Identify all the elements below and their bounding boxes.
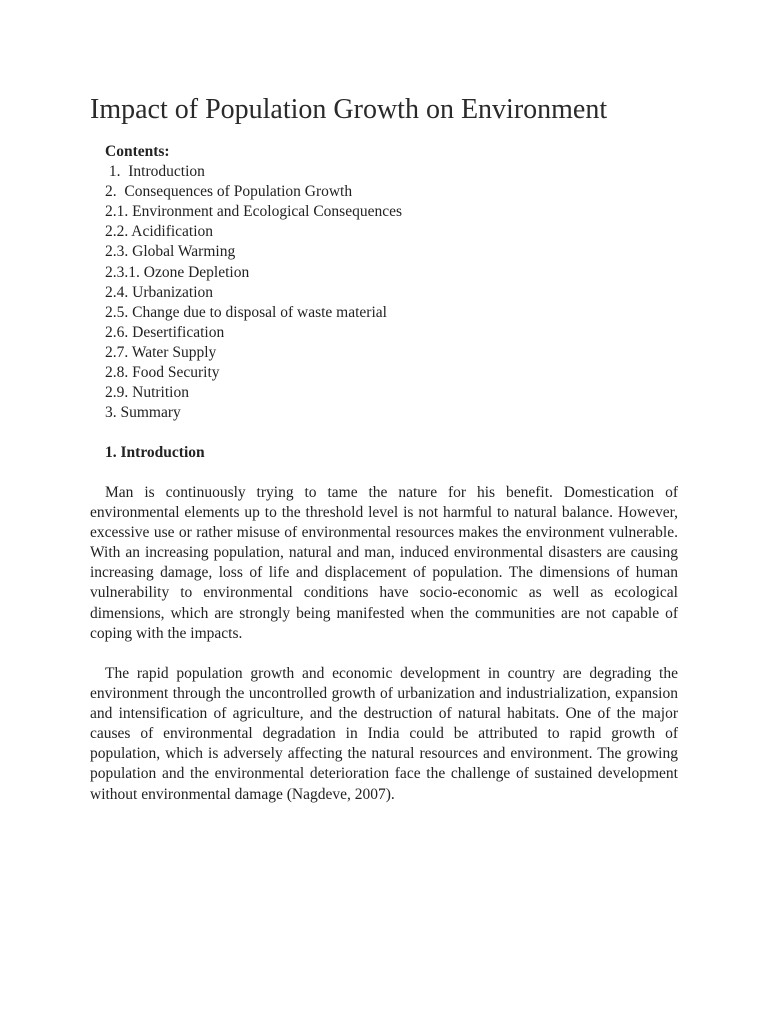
toc-item-introduction: 1. Introduction: [105, 163, 205, 181]
toc-list: [105, 162, 665, 423]
toc-item-water-supply: 2.7. Water Supply: [105, 343, 217, 361]
table-of-contents: [105, 142, 665, 423]
toc-item-summary: 3. Summary: [105, 404, 181, 422]
toc-item-food-security: 2.8. Food Security: [105, 364, 220, 382]
toc-item-global-warming: 2.3. Global Warming: [105, 243, 236, 261]
toc-item-acidification: 2.2. Acidification: [105, 223, 214, 241]
toc-item-consequences: 2. Consequences of Population Growth: [105, 183, 353, 201]
toc-item-desertification: 2.6. Desertification: [105, 323, 225, 341]
toc-item-waste-disposal: 2.5. Change due to disposal of waste material: [105, 303, 387, 321]
toc-item-nutrition: 2.9. Nutrition: [105, 384, 189, 402]
document-title: Impact of Population Growth on Environment: [90, 94, 608, 125]
contents-heading: Contents:: [105, 143, 170, 160]
body-paragraph: The rapid population growth and economic development in country are degrading the environment through the uncontrolled growth of urbanization and industrialization, expansion and intensification of agriculture, and the destruction of natural habitats. One of the major causes of environmental degradation in India could be attributed to rapid growth of population, which is adversely affecting the natural resources and environment. The growing population and the environmental deterioration face the challenge of sustained development without environmental damage (Nagdeve, 2007).: [90, 665, 678, 803]
toc-item-ozone-depletion: 2.3.1. Ozone Depletion: [105, 263, 250, 281]
toc-item-urbanization: 2.4. Urbanization: [105, 283, 214, 301]
section-heading-introduction: 1. Introduction: [105, 444, 205, 461]
body-paragraph: Man is continuously trying to tame the nature for his benefit. Domestication of environmental elements up to the threshold level is not harmful to natural balance. However, excessive use or rather misuse of environmental resources makes the environment vulnerable. With an increasing population, natural and man, induced environmental disasters are causing increasing damage, loss of life and displacement of population. The dimensions of human vulnerability to environmental conditions have socio-economic as well as ecological dimensions, which are strongly being manifested when the communities are not capable of coping with the impacts.: [90, 484, 678, 642]
toc-item-environment-ecological: 2.1. Environment and Ecological Consequences: [105, 203, 403, 221]
